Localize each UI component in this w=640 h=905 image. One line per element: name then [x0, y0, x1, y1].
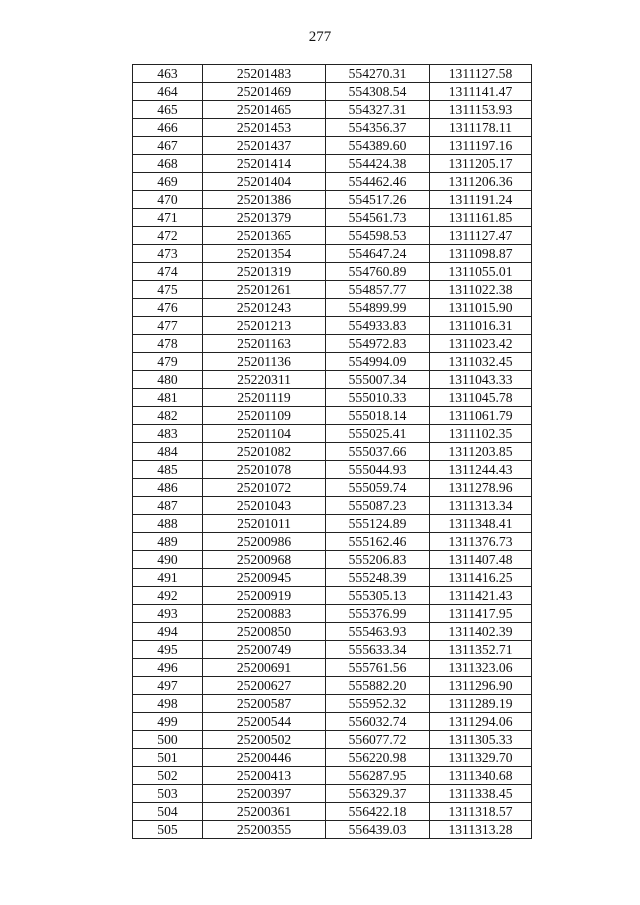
row-index-cell: 470: [133, 191, 203, 209]
table-row: [133, 209, 532, 227]
table-row: [133, 263, 532, 281]
point-id-cell: 25200986: [203, 533, 326, 551]
row-index-cell: 468: [133, 155, 203, 173]
table-row: [133, 479, 532, 497]
x-coordinate-cell: 554270.31: [326, 65, 430, 83]
y-coordinate-cell: 1311340.68: [430, 767, 532, 785]
table-row: [133, 515, 532, 533]
table-row: [133, 191, 532, 209]
x-coordinate-cell: 555206.83: [326, 551, 430, 569]
x-coordinate-cell: 555761.56: [326, 659, 430, 677]
y-coordinate-cell: 1311127.47: [430, 227, 532, 245]
table-row: [133, 785, 532, 803]
row-index-cell: 490: [133, 551, 203, 569]
table-row: [133, 317, 532, 335]
table-row: [133, 371, 532, 389]
x-coordinate-cell: 556329.37: [326, 785, 430, 803]
point-id-cell: 25200587: [203, 695, 326, 713]
row-index-cell: 505: [133, 821, 203, 839]
y-coordinate-cell: 1311402.39: [430, 623, 532, 641]
point-id-cell: 25200361: [203, 803, 326, 821]
row-index-cell: 467: [133, 137, 203, 155]
y-coordinate-cell: 1311294.06: [430, 713, 532, 731]
x-coordinate-cell: 555124.89: [326, 515, 430, 533]
y-coordinate-cell: 1311348.41: [430, 515, 532, 533]
y-coordinate-cell: 1311352.71: [430, 641, 532, 659]
table-row: [133, 803, 532, 821]
x-coordinate-cell: 554356.37: [326, 119, 430, 137]
table-row: [133, 83, 532, 101]
row-index-cell: 498: [133, 695, 203, 713]
row-index-cell: 480: [133, 371, 203, 389]
point-id-cell: 25200883: [203, 605, 326, 623]
x-coordinate-cell: 555010.33: [326, 389, 430, 407]
point-id-cell: 25201078: [203, 461, 326, 479]
point-id-cell: 25201043: [203, 497, 326, 515]
y-coordinate-cell: 1311205.17: [430, 155, 532, 173]
x-coordinate-cell: 555305.13: [326, 587, 430, 605]
y-coordinate-cell: 1311127.58: [430, 65, 532, 83]
row-index-cell: 504: [133, 803, 203, 821]
x-coordinate-cell: 555248.39: [326, 569, 430, 587]
row-index-cell: 491: [133, 569, 203, 587]
row-index-cell: 466: [133, 119, 203, 137]
row-index-cell: 495: [133, 641, 203, 659]
table-row: [133, 335, 532, 353]
y-coordinate-cell: 1311102.35: [430, 425, 532, 443]
table-row: [133, 461, 532, 479]
x-coordinate-cell: 554994.09: [326, 353, 430, 371]
table-row: [133, 713, 532, 731]
x-coordinate-cell: 555087.23: [326, 497, 430, 515]
point-id-cell: 25201483: [203, 65, 326, 83]
row-index-cell: 472: [133, 227, 203, 245]
point-id-cell: 25201386: [203, 191, 326, 209]
x-coordinate-cell: 555018.14: [326, 407, 430, 425]
row-index-cell: 481: [133, 389, 203, 407]
point-id-cell: 25201365: [203, 227, 326, 245]
table-row: [133, 425, 532, 443]
table-row: [133, 155, 532, 173]
y-coordinate-cell: 1311016.31: [430, 317, 532, 335]
x-coordinate-cell: 554561.73: [326, 209, 430, 227]
y-coordinate-cell: 1311032.45: [430, 353, 532, 371]
y-coordinate-cell: 1311323.06: [430, 659, 532, 677]
x-coordinate-cell: 554899.99: [326, 299, 430, 317]
point-id-cell: 25201469: [203, 83, 326, 101]
row-index-cell: 502: [133, 767, 203, 785]
point-id-cell: 25201465: [203, 101, 326, 119]
x-coordinate-cell: 554424.38: [326, 155, 430, 173]
point-id-cell: 25200749: [203, 641, 326, 659]
y-coordinate-cell: 1311203.85: [430, 443, 532, 461]
table-row: [133, 443, 532, 461]
table-row: [133, 587, 532, 605]
table-row: [133, 623, 532, 641]
point-id-cell: 25201109: [203, 407, 326, 425]
point-id-cell: 25201163: [203, 335, 326, 353]
point-id-cell: 25200919: [203, 587, 326, 605]
x-coordinate-cell: 556439.03: [326, 821, 430, 839]
table-row: [133, 299, 532, 317]
y-coordinate-cell: 1311043.33: [430, 371, 532, 389]
row-index-cell: 479: [133, 353, 203, 371]
row-index-cell: 469: [133, 173, 203, 191]
row-index-cell: 477: [133, 317, 203, 335]
y-coordinate-cell: 1311278.96: [430, 479, 532, 497]
point-id-cell: 25200413: [203, 767, 326, 785]
x-coordinate-cell: 555044.93: [326, 461, 430, 479]
y-coordinate-cell: 1311191.24: [430, 191, 532, 209]
point-id-cell: 25201379: [203, 209, 326, 227]
row-index-cell: 487: [133, 497, 203, 515]
x-coordinate-cell: 555007.34: [326, 371, 430, 389]
x-coordinate-cell: 554462.46: [326, 173, 430, 191]
coordinates-table: [132, 64, 532, 839]
y-coordinate-cell: 1311305.33: [430, 731, 532, 749]
row-index-cell: 482: [133, 407, 203, 425]
row-index-cell: 503: [133, 785, 203, 803]
table-row: [133, 641, 532, 659]
y-coordinate-cell: 1311098.87: [430, 245, 532, 263]
point-id-cell: 25201119: [203, 389, 326, 407]
x-coordinate-cell: 554327.31: [326, 101, 430, 119]
table-row: [133, 65, 532, 83]
y-coordinate-cell: 1311244.43: [430, 461, 532, 479]
table-row: [133, 407, 532, 425]
point-id-cell: 25201354: [203, 245, 326, 263]
row-index-cell: 484: [133, 443, 203, 461]
y-coordinate-cell: 1311313.34: [430, 497, 532, 515]
x-coordinate-cell: 554647.24: [326, 245, 430, 263]
x-coordinate-cell: 554308.54: [326, 83, 430, 101]
row-index-cell: 465: [133, 101, 203, 119]
table-row: [133, 389, 532, 407]
point-id-cell: 25201437: [203, 137, 326, 155]
y-coordinate-cell: 1311197.16: [430, 137, 532, 155]
row-index-cell: 494: [133, 623, 203, 641]
table-row: [133, 821, 532, 839]
table-row: [133, 749, 532, 767]
row-index-cell: 485: [133, 461, 203, 479]
y-coordinate-cell: 1311318.57: [430, 803, 532, 821]
row-index-cell: 476: [133, 299, 203, 317]
table-row: [133, 767, 532, 785]
row-index-cell: 489: [133, 533, 203, 551]
row-index-cell: 488: [133, 515, 203, 533]
y-coordinate-cell: 1311061.79: [430, 407, 532, 425]
point-id-cell: 25201453: [203, 119, 326, 137]
x-coordinate-cell: 554857.77: [326, 281, 430, 299]
row-index-cell: 499: [133, 713, 203, 731]
table-row: [133, 245, 532, 263]
point-id-cell: 25201243: [203, 299, 326, 317]
row-index-cell: 463: [133, 65, 203, 83]
x-coordinate-cell: 554517.26: [326, 191, 430, 209]
x-coordinate-cell: 555952.32: [326, 695, 430, 713]
row-index-cell: 497: [133, 677, 203, 695]
x-coordinate-cell: 555162.46: [326, 533, 430, 551]
row-index-cell: 464: [133, 83, 203, 101]
table-row: [133, 659, 532, 677]
table-row: [133, 119, 532, 137]
x-coordinate-cell: 556220.98: [326, 749, 430, 767]
y-coordinate-cell: 1311416.25: [430, 569, 532, 587]
point-id-cell: 25201011: [203, 515, 326, 533]
y-coordinate-cell: 1311161.85: [430, 209, 532, 227]
y-coordinate-cell: 1311421.43: [430, 587, 532, 605]
point-id-cell: 25200627: [203, 677, 326, 695]
table-row: [133, 353, 532, 371]
table-body: [133, 65, 532, 839]
y-coordinate-cell: 1311055.01: [430, 263, 532, 281]
table-row: [133, 227, 532, 245]
table-row: [133, 551, 532, 569]
y-coordinate-cell: 1311376.73: [430, 533, 532, 551]
point-id-cell: 25200355: [203, 821, 326, 839]
table-row: [133, 731, 532, 749]
y-coordinate-cell: 1311313.28: [430, 821, 532, 839]
point-id-cell: 25200691: [203, 659, 326, 677]
x-coordinate-cell: 556422.18: [326, 803, 430, 821]
row-index-cell: 500: [133, 731, 203, 749]
row-index-cell: 501: [133, 749, 203, 767]
table-row: [133, 173, 532, 191]
x-coordinate-cell: 555059.74: [326, 479, 430, 497]
table-row: [133, 695, 532, 713]
x-coordinate-cell: 554972.83: [326, 335, 430, 353]
point-id-cell: 25200446: [203, 749, 326, 767]
row-index-cell: 483: [133, 425, 203, 443]
point-id-cell: 25201213: [203, 317, 326, 335]
row-index-cell: 492: [133, 587, 203, 605]
y-coordinate-cell: 1311141.47: [430, 83, 532, 101]
point-id-cell: 25200968: [203, 551, 326, 569]
x-coordinate-cell: 554598.53: [326, 227, 430, 245]
point-id-cell: 25200945: [203, 569, 326, 587]
table-row: [133, 101, 532, 119]
y-coordinate-cell: 1311289.19: [430, 695, 532, 713]
y-coordinate-cell: 1311178.11: [430, 119, 532, 137]
table-row: [133, 281, 532, 299]
point-id-cell: 25220311: [203, 371, 326, 389]
point-id-cell: 25201404: [203, 173, 326, 191]
point-id-cell: 25201082: [203, 443, 326, 461]
y-coordinate-cell: 1311022.38: [430, 281, 532, 299]
y-coordinate-cell: 1311206.36: [430, 173, 532, 191]
x-coordinate-cell: 556032.74: [326, 713, 430, 731]
row-index-cell: 486: [133, 479, 203, 497]
x-coordinate-cell: 556287.95: [326, 767, 430, 785]
point-id-cell: 25200850: [203, 623, 326, 641]
point-id-cell: 25201072: [203, 479, 326, 497]
point-id-cell: 25201261: [203, 281, 326, 299]
row-index-cell: 474: [133, 263, 203, 281]
row-index-cell: 471: [133, 209, 203, 227]
x-coordinate-cell: 555025.41: [326, 425, 430, 443]
row-index-cell: 493: [133, 605, 203, 623]
point-id-cell: 25200502: [203, 731, 326, 749]
point-id-cell: 25201136: [203, 353, 326, 371]
page-number: 277: [308, 29, 332, 45]
point-id-cell: 25201319: [203, 263, 326, 281]
x-coordinate-cell: 555633.34: [326, 641, 430, 659]
row-index-cell: 478: [133, 335, 203, 353]
x-coordinate-cell: 555463.93: [326, 623, 430, 641]
table-row: [133, 533, 532, 551]
y-coordinate-cell: 1311407.48: [430, 551, 532, 569]
table-row: [133, 137, 532, 155]
point-id-cell: 25200544: [203, 713, 326, 731]
table-row: [133, 497, 532, 515]
x-coordinate-cell: 554760.89: [326, 263, 430, 281]
y-coordinate-cell: 1311045.78: [430, 389, 532, 407]
table-row: [133, 569, 532, 587]
y-coordinate-cell: 1311329.70: [430, 749, 532, 767]
x-coordinate-cell: 555376.99: [326, 605, 430, 623]
point-id-cell: 25201104: [203, 425, 326, 443]
x-coordinate-cell: 555037.66: [326, 443, 430, 461]
point-id-cell: 25201414: [203, 155, 326, 173]
y-coordinate-cell: 1311015.90: [430, 299, 532, 317]
x-coordinate-cell: 556077.72: [326, 731, 430, 749]
x-coordinate-cell: 555882.20: [326, 677, 430, 695]
row-index-cell: 473: [133, 245, 203, 263]
row-index-cell: 475: [133, 281, 203, 299]
y-coordinate-cell: 1311296.90: [430, 677, 532, 695]
y-coordinate-cell: 1311023.42: [430, 335, 532, 353]
y-coordinate-cell: 1311338.45: [430, 785, 532, 803]
y-coordinate-cell: 1311153.93: [430, 101, 532, 119]
row-index-cell: 496: [133, 659, 203, 677]
x-coordinate-cell: 554389.60: [326, 137, 430, 155]
table-row: [133, 677, 532, 695]
x-coordinate-cell: 554933.83: [326, 317, 430, 335]
y-coordinate-cell: 1311417.95: [430, 605, 532, 623]
table-row: [133, 605, 532, 623]
point-id-cell: 25200397: [203, 785, 326, 803]
